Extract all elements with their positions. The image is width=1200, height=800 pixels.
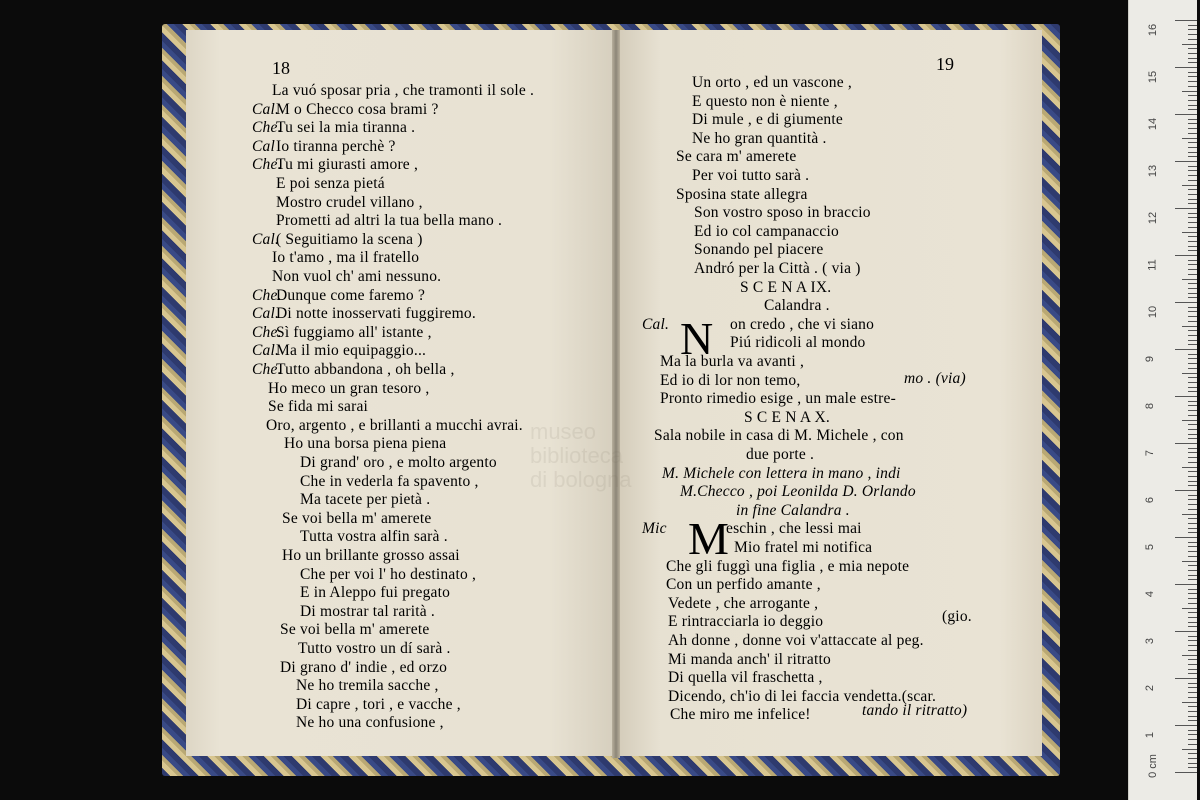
ruler-tick	[1188, 269, 1197, 270]
verse-line: E rintracciarla io deggio	[668, 613, 824, 631]
ruler-number: 9	[1144, 355, 1157, 363]
ruler-tick	[1188, 518, 1197, 519]
ruler-tick	[1188, 76, 1197, 77]
ruler-tick	[1188, 485, 1197, 486]
verse-line: Che miro me infelice!	[670, 706, 811, 724]
ruler-tick	[1175, 114, 1197, 115]
ruler-tick	[1188, 377, 1197, 378]
ruler-tick	[1188, 711, 1197, 712]
ruler-tick	[1175, 67, 1197, 68]
verse-line: Sonando pel piacere	[694, 241, 824, 259]
speaker-label: Che.	[252, 361, 282, 378]
ruler-tick	[1188, 697, 1197, 698]
ruler-tick	[1182, 702, 1197, 703]
verse-line: Con un perfido amante ,	[666, 576, 821, 594]
ruler-tick	[1188, 622, 1197, 623]
ruler-tick	[1175, 490, 1197, 491]
ruler-tick	[1188, 29, 1197, 30]
ruler-tick	[1188, 640, 1197, 641]
ruler-tick	[1188, 62, 1197, 63]
ruler-tick	[1175, 302, 1197, 303]
ruler-tick	[1182, 467, 1197, 468]
ruler-tick	[1188, 170, 1197, 171]
ruler-tick	[1182, 655, 1197, 656]
verse-line: E poi senza pietá	[276, 175, 385, 192]
verse-line: M. Michele con lettera in mano , indi	[662, 464, 901, 482]
ruler-tick	[1188, 264, 1197, 265]
ruler-tick	[1188, 283, 1197, 284]
ruler-tick	[1188, 387, 1197, 388]
ruler-tick	[1182, 420, 1197, 421]
ruler-tick	[1188, 617, 1197, 618]
ruler-tick	[1188, 598, 1197, 599]
verse-line: Che per voi l' ho destinato ,	[300, 565, 477, 583]
verse-line: E questo non è niente ,	[692, 92, 838, 110]
margin-note-tando: tando il ritratto)	[862, 702, 968, 719]
ruler-tick	[1188, 720, 1197, 721]
verse-line: Ne ho tremila sacche ,	[296, 677, 439, 695]
ruler-tick	[1188, 123, 1197, 124]
ruler-tick	[1188, 645, 1197, 646]
verse-line: Io tiranna perchè ?	[276, 137, 396, 155]
margin-note-gio: (gio.	[942, 608, 972, 625]
verse-line: Tutto abbandona , oh bella ,	[276, 361, 455, 378]
ruler-tick	[1188, 53, 1197, 54]
ruler-tick	[1188, 593, 1197, 594]
ruler-tick	[1188, 358, 1197, 359]
verse-line: Son vostro sposo in braccio	[694, 204, 871, 222]
verse-line: Sala nobile in casa di M. Michele , con	[654, 427, 904, 445]
ruler-number: 16	[1147, 23, 1160, 37]
ruler-tick	[1175, 678, 1197, 679]
verse-line: eschin , che lessi mai	[726, 520, 862, 538]
verse-line: Dicendo, ch'io di lei faccia vendetta.(scar.	[668, 687, 937, 705]
speaker-label: Cal.	[252, 342, 280, 360]
ruler-tick	[1175, 725, 1197, 726]
ruler-tick	[1175, 208, 1197, 209]
ruler-tick	[1175, 443, 1197, 444]
ruler-tick	[1182, 749, 1197, 750]
ruler-tick	[1188, 626, 1197, 627]
verse-line: Di quella vil fraschetta ,	[668, 669, 823, 687]
verse-line: Ed io col campanaccio	[694, 222, 839, 240]
ruler-tick	[1175, 396, 1197, 397]
ruler-tick	[1188, 448, 1197, 449]
verse-line: Mostro crudel villano ,	[276, 193, 423, 211]
ruler-tick	[1188, 767, 1197, 768]
ruler-tick	[1188, 307, 1197, 308]
speaker-label: Cal.	[252, 305, 280, 323]
ruler-tick	[1188, 222, 1197, 223]
ruler-tick	[1188, 175, 1197, 176]
verse-line: Ho una borsa piena piena	[284, 435, 447, 453]
verse-line: S C E N A X.	[744, 408, 830, 426]
ruler-number: 1	[1144, 731, 1157, 739]
ruler-tick	[1188, 236, 1197, 237]
verse-line: Ho meco un gran tesoro ,	[268, 379, 430, 397]
ruler-tick	[1188, 579, 1197, 580]
verse-line: Oro, argento , e brillanti a mucchi avrai.	[266, 416, 523, 434]
ruler-tick	[1188, 706, 1197, 707]
ruler-unit-label: 0 cm	[1146, 754, 1159, 778]
verse-line: Che in vederla fa spavento ,	[300, 472, 479, 490]
ruler-tick	[1175, 161, 1197, 162]
scale-ruler	[1128, 0, 1197, 800]
ruler-tick	[1188, 105, 1197, 106]
ruler-tick	[1188, 542, 1197, 543]
verse-line: Calandra .	[764, 297, 830, 315]
ruler-tick	[1175, 20, 1197, 21]
ruler-tick	[1182, 44, 1197, 45]
watermark	[530, 420, 632, 492]
ruler-tick	[1188, 72, 1197, 73]
ruler-tick	[1182, 608, 1197, 609]
verse-line: Pronto rimedio esige , un male estre-	[660, 390, 896, 408]
ruler-number: 7	[1144, 449, 1157, 457]
ruler-tick	[1188, 612, 1197, 613]
verse-line: Di mule , e di giumente	[692, 111, 843, 129]
verse-line: Di notte inosservati fuggiremo.	[276, 305, 476, 323]
ruler-tick	[1188, 457, 1197, 458]
speaker-label: Cal	[252, 137, 275, 155]
ruler-tick	[1188, 758, 1197, 759]
ruler-tick	[1182, 326, 1197, 327]
ruler-number: 11	[1146, 259, 1159, 271]
ruler-tick	[1188, 509, 1197, 510]
ruler-tick	[1188, 133, 1197, 134]
ruler-tick	[1175, 584, 1197, 585]
ruler-tick	[1188, 391, 1197, 392]
verse-line: Se cara m' amerete	[676, 148, 797, 166]
speaker-label: Cal.	[252, 230, 280, 248]
ruler-tick	[1188, 546, 1197, 547]
ruler-number: 13	[1147, 164, 1160, 178]
ruler-tick	[1188, 81, 1197, 82]
ruler-tick	[1188, 109, 1197, 110]
ruler-tick	[1188, 48, 1197, 49]
ruler-tick	[1188, 603, 1197, 604]
ruler-tick	[1188, 650, 1197, 651]
speaker-label: Cal.	[642, 315, 670, 333]
ruler-tick	[1188, 330, 1197, 331]
ruler-tick	[1188, 288, 1197, 289]
ruler-tick	[1188, 673, 1197, 674]
verse-line: Ma tacete per pietà .	[300, 491, 431, 509]
ruler-tick	[1188, 340, 1197, 341]
verse-line: M.Checco , poi Leonilda D. Orlando	[680, 483, 916, 501]
ruler-tick	[1188, 410, 1197, 411]
verse-line: S C E N A IX.	[740, 278, 832, 296]
ruler-number: 15	[1147, 70, 1160, 84]
book-gutter	[612, 30, 620, 758]
verse-line: Di grand' oro , e molto argento	[300, 454, 497, 471]
ruler-tick	[1188, 589, 1197, 590]
verse-line: Che gli fuggì una figlia , e mia nepote	[666, 557, 910, 575]
verse-line: Piú ridicoli al mondo	[730, 334, 866, 352]
verse-line: Mio fratel mi notifica	[734, 539, 873, 556]
ruler-tick	[1188, 363, 1197, 364]
ruler-tick	[1188, 753, 1197, 754]
ruler-tick	[1188, 438, 1197, 439]
verse-line: Ed io di lor non temo,	[660, 371, 801, 389]
verse-line: Sì fuggiamo all' istante ,	[276, 323, 432, 341]
verse-line: Non vuol ch' ami nessuno.	[272, 268, 442, 285]
ruler-tick	[1188, 730, 1197, 731]
ruler-tick	[1182, 373, 1197, 374]
verse-line: due porte .	[746, 446, 815, 463]
dropcap-m: M	[688, 513, 729, 564]
watermark-line: museo	[530, 419, 597, 444]
ruler-tick	[1188, 39, 1197, 40]
ruler-tick	[1188, 147, 1197, 148]
ruler-tick	[1188, 58, 1197, 59]
verse-line: Di mostrar tal rarità .	[300, 602, 436, 620]
speaker-label: Che.	[252, 286, 282, 304]
ruler-tick	[1188, 551, 1197, 552]
verse-line: Ma il mio equipaggio...	[276, 342, 427, 360]
ruler-tick	[1188, 34, 1197, 35]
ruler-tick	[1188, 452, 1197, 453]
ruler-tick	[1188, 424, 1197, 425]
ruler-tick	[1182, 185, 1197, 186]
verse-line: Ho un brillante grosso assai	[282, 547, 460, 564]
ruler-tick	[1175, 772, 1197, 773]
verse-line: La vuó sposar pria , che tramonti il sole .	[272, 82, 535, 99]
ruler-tick	[1188, 504, 1197, 505]
ruler-tick	[1188, 669, 1197, 670]
verse-line: Tutta vostra alfin sarà .	[300, 528, 448, 546]
verse-line: in fine Calandra .	[736, 501, 850, 519]
verse-line: M o Checco cosa brami ?	[276, 100, 439, 118]
ruler-tick	[1188, 354, 1197, 355]
verse-line: Tu mi giurasti amore ,	[276, 156, 419, 174]
speaker-label: Che.	[252, 119, 282, 137]
ruler-tick	[1175, 255, 1197, 256]
speaker-label: Cal.	[252, 100, 280, 118]
ruler-tick	[1188, 565, 1197, 566]
ruler-tick	[1188, 744, 1197, 745]
verse-line: Tutto vostro un dí sarà .	[298, 640, 451, 657]
ruler-tick	[1175, 537, 1197, 538]
ruler-number: 8	[1144, 402, 1157, 410]
ruler-tick	[1188, 227, 1197, 228]
verse-line: Per voi tutto sarà .	[692, 167, 810, 184]
ruler-tick	[1188, 119, 1197, 120]
ruler-tick	[1188, 86, 1197, 87]
ruler-tick	[1188, 293, 1197, 294]
ruler-tick	[1188, 664, 1197, 665]
verse-line: E in Aleppo fui pregato	[300, 584, 451, 602]
ruler-tick	[1188, 575, 1197, 576]
ruler-tick	[1188, 476, 1197, 477]
ruler-tick	[1188, 462, 1197, 463]
left-page-number: 18	[272, 58, 290, 78]
ruler-tick	[1188, 311, 1197, 312]
ruler-tick	[1188, 683, 1197, 684]
verse-line: Sposina state allegra	[676, 185, 808, 203]
ruler-tick	[1182, 138, 1197, 139]
verse-line: Io t'amo , ma il fratello	[272, 249, 420, 267]
ruler-tick	[1188, 128, 1197, 129]
verse-line: Tu sei la mia tiranna .	[276, 119, 416, 137]
right-page-number: 19	[936, 54, 954, 74]
ruler-tick	[1188, 274, 1197, 275]
ruler-tick	[1182, 91, 1197, 92]
ruler-number: 10	[1147, 305, 1160, 319]
margin-note-via: mo . (via)	[904, 370, 966, 387]
ruler-number: 4	[1144, 590, 1157, 598]
watermark-line: biblioteca	[530, 443, 623, 468]
ruler-tick	[1188, 250, 1197, 251]
ruler-tick	[1188, 241, 1197, 242]
ruler-tick	[1188, 415, 1197, 416]
ruler-tick	[1188, 528, 1197, 529]
ruler-tick	[1188, 636, 1197, 637]
verse-line: Di grano d' indie , ed orzo	[280, 658, 448, 676]
ruler-tick	[1188, 716, 1197, 717]
ruler-tick	[1188, 246, 1197, 247]
ruler-tick	[1188, 142, 1197, 143]
verse-line: Un orto , ed un vascone ,	[692, 74, 852, 91]
verse-line: on credo , che vi siano	[730, 315, 875, 333]
verse-line: Se fida mi sarai	[268, 398, 369, 416]
ruler-tick	[1182, 279, 1197, 280]
ruler-tick	[1188, 659, 1197, 660]
ruler-tick	[1188, 692, 1197, 693]
ruler-tick	[1188, 763, 1197, 764]
ruler-tick	[1188, 471, 1197, 472]
ruler-tick	[1188, 734, 1197, 735]
ruler-tick	[1175, 349, 1197, 350]
ruler-tick	[1188, 429, 1197, 430]
ruler-tick	[1188, 481, 1197, 482]
ruler-tick	[1188, 335, 1197, 336]
ruler-tick	[1188, 199, 1197, 200]
ruler-number: 6	[1144, 496, 1157, 504]
ruler-tick	[1188, 25, 1197, 26]
ruler-tick	[1188, 344, 1197, 345]
ruler-tick	[1188, 499, 1197, 500]
ruler-tick	[1182, 514, 1197, 515]
ruler-tick	[1188, 213, 1197, 214]
ruler-tick	[1188, 189, 1197, 190]
ruler-tick	[1188, 194, 1197, 195]
ruler-tick	[1188, 401, 1197, 402]
verse-line: Ne ho gran quantità .	[692, 129, 827, 147]
ruler-tick	[1188, 321, 1197, 322]
ruler-tick	[1188, 95, 1197, 96]
dropcap-n: N	[680, 313, 714, 364]
ruler-number: 5	[1144, 543, 1157, 551]
ruler-tick	[1188, 152, 1197, 153]
verse-line: ( Seguitiamo la scena )	[276, 230, 423, 248]
speaker-label: Che.	[252, 323, 282, 341]
ruler-tick	[1188, 523, 1197, 524]
ruler-tick	[1188, 217, 1197, 218]
speaker-label: Mic	[642, 520, 667, 538]
ruler-tick	[1188, 570, 1197, 571]
ruler-number: 12	[1147, 211, 1160, 225]
ruler-tick	[1175, 631, 1197, 632]
ruler-tick	[1188, 532, 1197, 533]
ruler-tick	[1188, 739, 1197, 740]
ruler-tick	[1188, 203, 1197, 204]
ruler-tick	[1182, 561, 1197, 562]
ruler-tick	[1188, 100, 1197, 101]
ruler-tick	[1188, 368, 1197, 369]
watermark-line: di bologna	[530, 467, 632, 492]
ruler-tick	[1188, 434, 1197, 435]
verse-line: Dunque come faremo ?	[276, 286, 426, 304]
ruler-tick	[1188, 382, 1197, 383]
ruler-tick	[1188, 180, 1197, 181]
ruler-tick	[1188, 316, 1197, 317]
ruler-tick	[1188, 297, 1197, 298]
ruler-tick	[1188, 495, 1197, 496]
ruler-number: 2	[1144, 684, 1157, 692]
verse-line: Di capre , tori , e vacche ,	[296, 695, 461, 713]
verse-line: Se voi bella m' amerete	[280, 621, 430, 639]
verse-line: Vedete , che arrogante ,	[668, 594, 819, 612]
ruler-tick	[1188, 260, 1197, 261]
verse-line: Mi manda anch' il ritratto	[668, 650, 831, 668]
verse-line: Ma la burla va avanti ,	[660, 353, 805, 370]
ruler-tick	[1188, 405, 1197, 406]
ruler-number: 3	[1144, 637, 1157, 645]
speaker-label: Che.	[252, 156, 282, 174]
verse-line: Ne ho una confusione ,	[296, 714, 444, 732]
ruler-number: 14	[1147, 117, 1160, 131]
ruler-tick	[1188, 687, 1197, 688]
ruler-tick	[1188, 166, 1197, 167]
ruler-tick	[1182, 232, 1197, 233]
ruler-tick	[1188, 156, 1197, 157]
verse-line: Andró per la Città . ( via )	[694, 260, 861, 277]
ruler-tick	[1188, 556, 1197, 557]
verse-line: Prometti ad altri la tua bella mano .	[276, 212, 503, 230]
verse-line: Ah donne , donne voi v'attaccate al peg.	[668, 632, 924, 649]
verse-line: Se voi bella m' amerete	[282, 509, 432, 527]
